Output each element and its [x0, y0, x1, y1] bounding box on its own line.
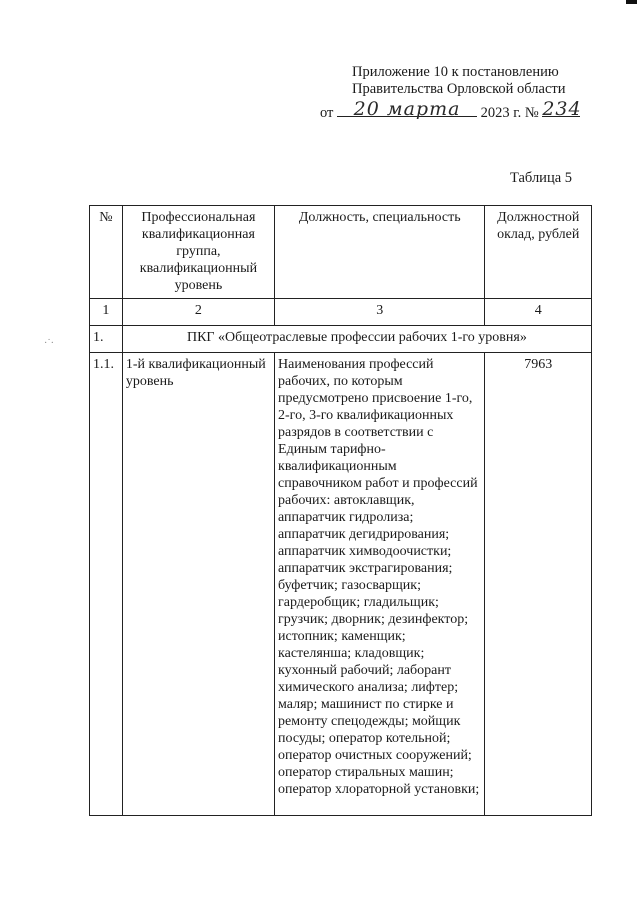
from-label: от [320, 105, 334, 121]
government-line: Правительства Орловской области [352, 81, 566, 97]
date-number-line [320, 100, 580, 122]
handwritten-number: 234 [542, 98, 582, 120]
row-number: 1.1. [90, 353, 123, 816]
group-number: 1. [90, 326, 123, 353]
table-caption: Таблица 5 [510, 170, 573, 186]
column-number: 4 [485, 299, 592, 326]
scan-corner-mark [626, 0, 637, 4]
group-title: ПКГ «Общеотраслевые профессии рабочих 1-го уровня» [122, 326, 591, 353]
table-header-row [90, 206, 592, 299]
number-field [542, 98, 582, 120]
salary-table [89, 205, 592, 816]
column-number-row [90, 299, 592, 326]
appendix-line: Приложение 10 к постановлению [352, 64, 559, 80]
handwritten-date: 20 марта [353, 98, 461, 120]
header-group: Профессиональная квалификационная группа, квалификационный уровень [122, 206, 274, 299]
header-salary: Должностной оклад, рублей [485, 206, 592, 299]
column-number: 3 [275, 299, 485, 326]
year-number-label: 2023 г. № [480, 105, 539, 121]
column-number: 1 [90, 299, 123, 326]
column-number: 2 [122, 299, 274, 326]
row-salary: 7963 [485, 353, 592, 816]
row-positions: Наименования профессий рабочих, по которым предусмотрено присвоение 1-го, 2-го, 3-го квалификационных разрядов в соответствии с Единым тарифно-квалификационным справочником работ и профессий рабочих: автоклавщик, аппаратчик гидролиза; аппаратчик дегидрирования; аппаратчик химводоочистки; аппаратчик экстрагирования; буфетчик; газосварщик; гардеробщик; гладильщик; грузчик; дворник; дезинфектор; истопник; каменщик; кастелянша; кладовщик; кухонный рабочий; лаборант химического анализа; лифтер; маляр; машинист по стирке и ремонту спецодежды; мойщик посуды; оператор котельной; оператор очистных сооружений; оператор стиральных машин; оператор хлораторной установки; [275, 353, 485, 816]
row-level: 1-й квалификационный уровень [122, 353, 274, 816]
group-row [90, 326, 592, 353]
header-number: № [90, 206, 123, 299]
scan-speck: ·˙· [44, 338, 54, 349]
table-row [90, 353, 592, 816]
date-field [337, 98, 477, 120]
header-position: Должность, специальность [275, 206, 485, 299]
